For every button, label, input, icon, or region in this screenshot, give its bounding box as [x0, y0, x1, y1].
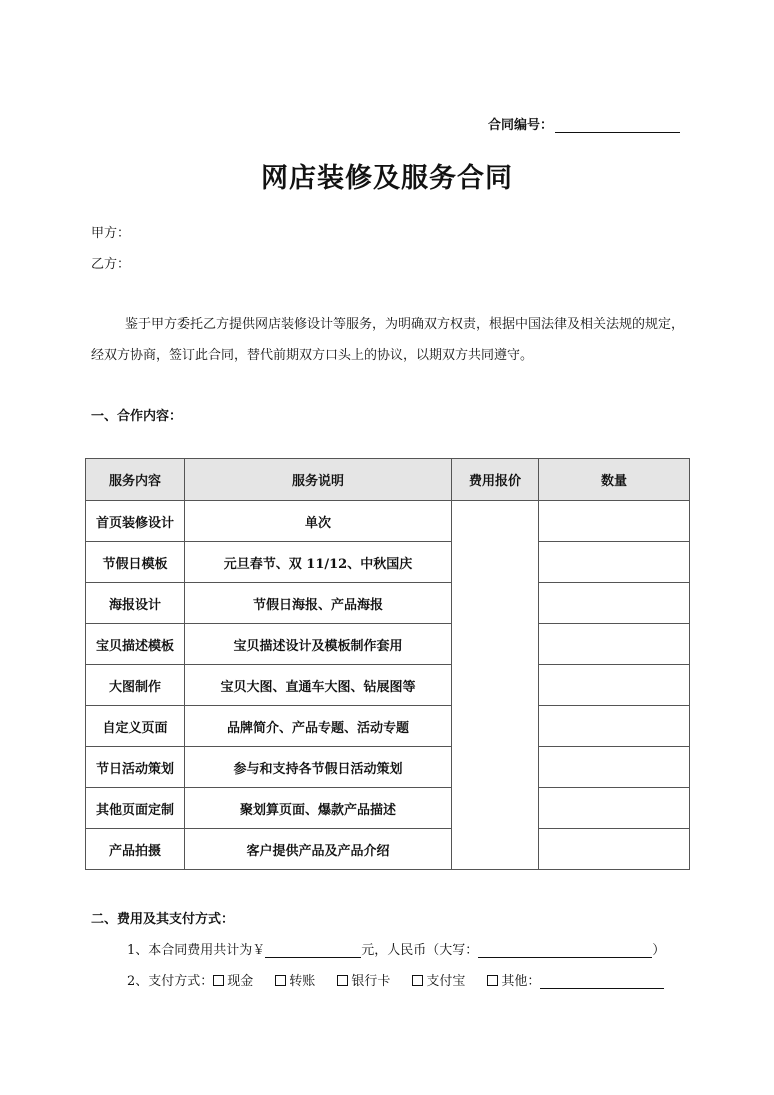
header-service-description: 服务说明 [185, 459, 452, 501]
party-a-label: 甲方： [91, 226, 131, 241]
option-transfer[interactable]: 转账 [275, 974, 315, 989]
table-row [86, 542, 690, 583]
payment-total-middle: 元，人民币（大写： [361, 943, 479, 958]
header-fee-quote: 费用报价 [452, 459, 539, 501]
service-name: 宝贝描述模板 [86, 624, 185, 665]
section1-title: 一、合作内容： [91, 409, 183, 424]
service-name: 节日活动策划 [86, 747, 185, 788]
contract-number-blank[interactable] [555, 118, 680, 133]
quantity-cell[interactable] [539, 829, 690, 870]
quantity-cell[interactable] [539, 624, 690, 665]
service-desc: 品牌简介、产品专题、活动专题 [185, 706, 452, 747]
service-name: 大图制作 [86, 665, 185, 706]
amount-blank[interactable] [265, 944, 361, 958]
service-desc: 宝贝描述设计及模板制作套用 [185, 624, 452, 665]
page-title: 网店装修及服务合同 [261, 163, 513, 194]
payment-total-prefix: 1、本合同费用共计为￥ [127, 943, 266, 958]
service-name: 其他页面定制 [86, 788, 185, 829]
service-desc: 宝贝大图、直通车大图、钻展图等 [185, 665, 452, 706]
amount-in-words-blank[interactable] [478, 944, 652, 958]
payment-method-line [127, 970, 664, 989]
header-service-content: 服务内容 [86, 459, 185, 501]
header-quantity: 数量 [539, 459, 690, 501]
service-desc: 节假日海报、产品海报 [185, 583, 452, 624]
quantity-cell[interactable] [539, 542, 690, 583]
option-other[interactable]: 其他： [487, 974, 540, 989]
option-bank-card[interactable]: 银行卡 [337, 974, 390, 989]
option-alipay[interactable]: 支付宝 [412, 974, 465, 989]
service-name: 海报设计 [86, 583, 185, 624]
payment-total-line [127, 939, 665, 958]
service-desc: 单次 [185, 501, 452, 542]
payment-method-prefix: 2、支付方式： [127, 974, 214, 989]
quantity-cell[interactable] [539, 706, 690, 747]
checkbox-icon[interactable] [487, 975, 498, 986]
fee-quote-cell[interactable] [452, 501, 539, 870]
checkbox-icon[interactable] [412, 975, 423, 986]
quantity-cell[interactable] [539, 788, 690, 829]
service-table [85, 458, 690, 870]
table-row [86, 501, 690, 542]
checkbox-icon[interactable] [275, 975, 286, 986]
other-method-blank[interactable] [540, 975, 664, 989]
service-desc: 元旦春节、双 11/12、中秋国庆 [185, 542, 452, 583]
service-name: 首页装修设计 [86, 501, 185, 542]
table-row [86, 829, 690, 870]
table-row [86, 747, 690, 788]
service-name: 自定义页面 [86, 706, 185, 747]
contract-number-label: 合同编号： [488, 118, 554, 133]
service-name: 节假日模板 [86, 542, 185, 583]
checkbox-icon[interactable] [213, 975, 224, 986]
payment-total-suffix: ） [652, 943, 666, 958]
quantity-cell[interactable] [539, 665, 690, 706]
table-header-row [86, 459, 690, 501]
table-row [86, 665, 690, 706]
service-desc: 参与和支持各节假日活动策划 [185, 747, 452, 788]
section2-title: 二、费用及其支付方式： [91, 912, 235, 927]
quantity-cell[interactable] [539, 747, 690, 788]
party-b-label: 乙方： [91, 257, 131, 272]
preamble-paragraph: 鉴于甲方委托乙方提供网店装修设计等服务，为明确双方权责，根据中国法律及相关法规的规定，经双方协商，签订此合同，替代前期双方口头上的协议，以期双方共同遵守。 [91, 317, 685, 363]
checkbox-icon[interactable] [337, 975, 348, 986]
table-row [86, 788, 690, 829]
service-desc: 客户提供产品及产品介绍 [185, 829, 452, 870]
table-row [86, 706, 690, 747]
service-desc: 聚划算页面、爆款产品描述 [185, 788, 452, 829]
service-name: 产品拍摄 [86, 829, 185, 870]
contract-number [488, 114, 680, 133]
table-row [86, 624, 690, 665]
option-cash[interactable]: 现金 [213, 974, 253, 989]
quantity-cell[interactable] [539, 501, 690, 542]
quantity-cell[interactable] [539, 583, 690, 624]
table-row [86, 583, 690, 624]
